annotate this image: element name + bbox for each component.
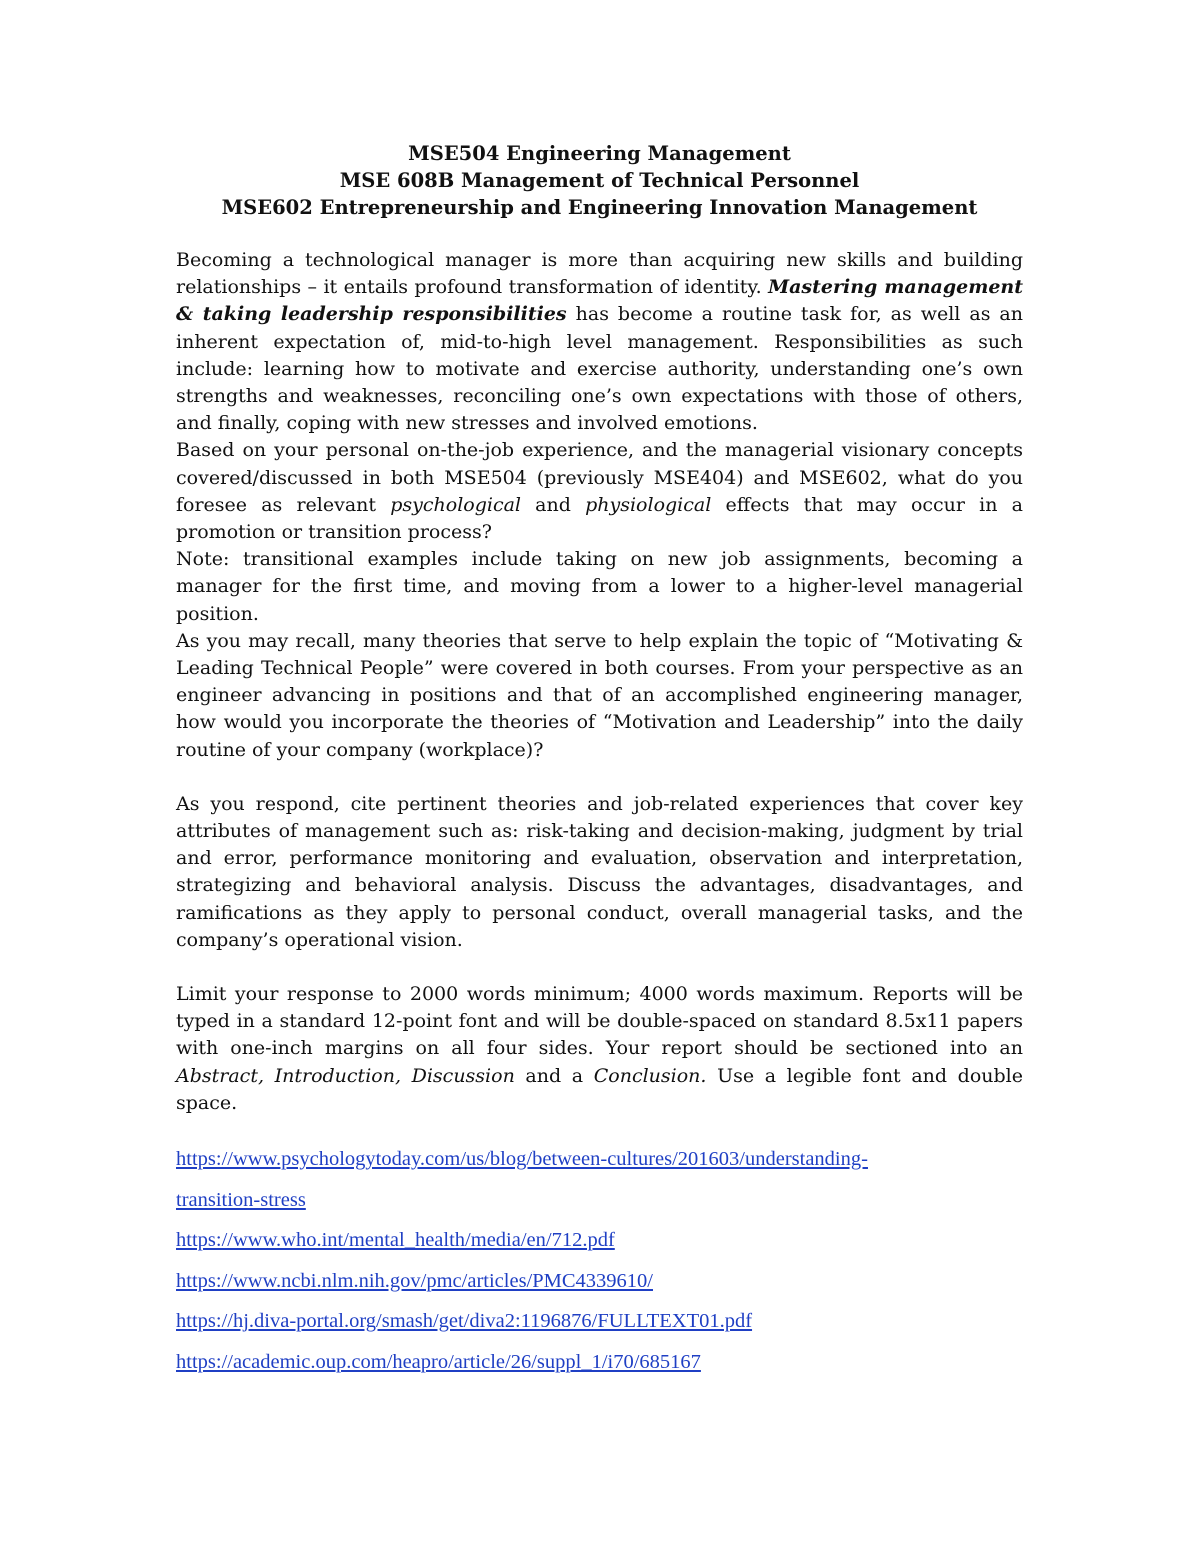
course-title-mse602: MSE602 Entrepreneurship and Engineering Innovation Management <box>221 196 978 219</box>
link-ncbi[interactable]: https://www.ncbi.nlm.nih.gov/pmc/articles/PMC4339610/ <box>176 1269 653 1292</box>
question-italic-physiological: physiological <box>585 493 712 516</box>
course-title-mse504: MSE504 Engineering Management <box>408 142 791 165</box>
reference-links <box>176 1139 1023 1382</box>
reference-link-row <box>176 1301 1023 1342</box>
theories-paragraph: As you may recall, many theories that serve to help explain the topic of “Motivating & Leading Technical People” were covered in both courses. From your perspective as an engineer advancing in positions and that of an accomplished engineering manager, how would you incorporate the theories of “Motivation and Leadership” into the daily routine of your company (workplace)? <box>176 629 1023 761</box>
response-paragraph: As you respond, cite pertinent theories and job-related experiences that cover key attributes of management such as: risk-taking and decision-making, judgment by trial and error, performance monitoring and evaluation, observation and interpretation, strategizing and behavioral analysis. Discuss the advantages, disadvantages, and ramifications as they apply to personal conduct, overall managerial tasks, and the company’s operational vision. <box>176 792 1023 951</box>
paragraph-gap <box>176 764 1023 791</box>
intro-emphasis: Mastering management & taking leadership responsibilities <box>176 276 1024 326</box>
requirements-text-part1: Limit your response to 2000 words minimum; 4000 words maximum. Reports will be typed in a standard 12-point font and will be double-spaced on standard 8.5x11 papers with one-inch margins on all four sides. Your report should be sectioned into an <box>176 983 1023 1060</box>
link-psychologytoday-continued[interactable]: transition-stress <box>176 1188 306 1211</box>
course-titles <box>176 140 1023 221</box>
question-text-part3: effects that may occur in a promotion or transition process? <box>176 493 1023 544</box>
course-title-mse608b: MSE 608B Management of Technical Personnel <box>339 169 860 192</box>
link-who[interactable]: https://www.who.int/mental_health/media/en/712.pdf <box>176 1229 615 1252</box>
link-oup[interactable]: https://academic.oup.com/heapro/article/26/suppl_1/i70/685167 <box>176 1350 701 1373</box>
intro-text-part2: has become a routine task for, as well as an inherent expectation of, mid-to-high level management. Responsibilities as such include: learning how to motivate and exercise authority, understanding one’s own strengths and weaknesses, reconciling one’s own expectations with those of others, and finally, coping with new stresses and involved emotions. <box>176 303 1023 435</box>
reference-link-row <box>176 1261 1023 1302</box>
requirements-text-part2: and a <box>514 1064 594 1087</box>
paragraph-gap <box>176 954 1023 981</box>
document-content <box>176 140 1023 1382</box>
requirements-text-part3: Use a legible font and double space. <box>176 1064 1023 1114</box>
question-paragraph <box>176 437 1023 546</box>
reference-link-row <box>176 1180 1023 1221</box>
intro-text-part1: Becoming a technological manager is more than acquiring new skills and building relationships – it entails profound transformation of identity. <box>176 249 1023 299</box>
intro-paragraph <box>176 247 1023 437</box>
question-text-part1: Based on your personal on-the-job experience, and the managerial visionary concepts covered/discussed in both MSE504 (previously MSE404) and MSE602, what do you foresee as relevant <box>176 439 1023 516</box>
link-diva-portal[interactable]: https://hj.diva-portal.org/smash/get/diva2:1196876/FULLTEXT01.pdf <box>176 1310 753 1333</box>
reference-link-row <box>176 1139 1023 1180</box>
reference-link-row <box>176 1220 1023 1261</box>
note-paragraph: Note: transitional examples include taking on new job assignments, becoming a manager for the first time, and moving from a lower to a higher-level managerial position. <box>176 548 1023 625</box>
requirements-italic-conclusion: Conclusion. <box>593 1064 707 1087</box>
reference-link-row <box>176 1342 1023 1383</box>
link-psychologytoday[interactable]: https://www.psychologytoday.com/us/blog/between-cultures/201603/understanding- <box>176 1148 868 1171</box>
question-text-part2: and <box>521 493 586 516</box>
question-italic-psychological: psychological <box>390 493 521 516</box>
requirements-paragraph <box>176 981 1023 1117</box>
assignment-body <box>176 247 1023 1117</box>
requirements-italic-sections: Abstract, Introduction, Discussion <box>176 1064 515 1087</box>
